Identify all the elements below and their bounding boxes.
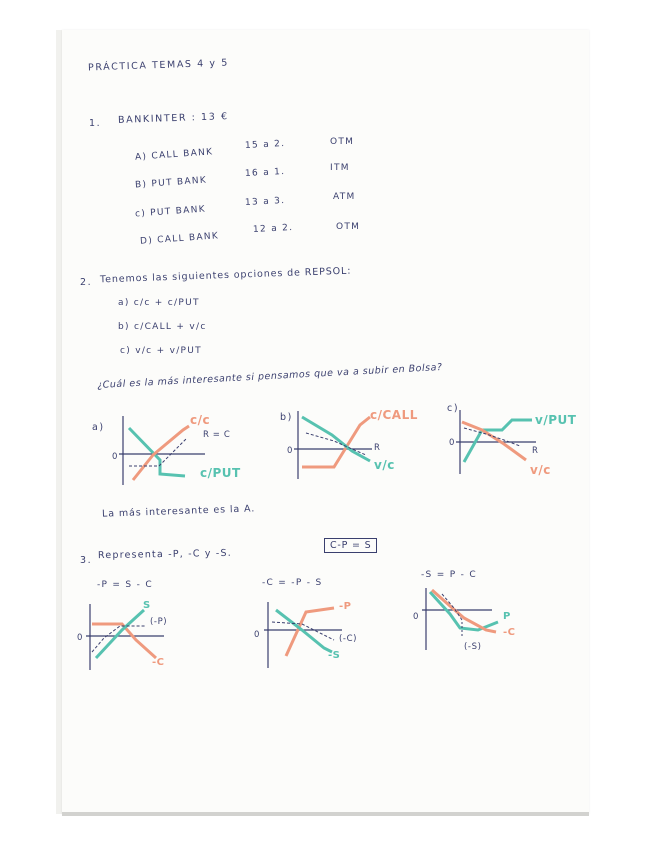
q2-number: 2. bbox=[80, 277, 93, 288]
q1-item-value: 15 a 2. bbox=[244, 138, 286, 152]
graph-label: -S bbox=[328, 650, 341, 661]
graph-label: (-S) bbox=[464, 642, 482, 652]
graph-label: R bbox=[532, 446, 539, 456]
graph-label: R bbox=[374, 443, 381, 453]
q1-item-value: 12 a 2. bbox=[252, 222, 294, 236]
graph-tag: a) bbox=[92, 422, 105, 433]
q3-heading: Representa -P, -C y -S. bbox=[97, 547, 233, 562]
graph-label: c/CALL bbox=[370, 408, 418, 422]
q1-number: 1. bbox=[89, 118, 102, 129]
graph-zero-label: 0 bbox=[449, 438, 456, 448]
paper-bottom-edge bbox=[62, 812, 589, 816]
q3-formula: -S = P - C bbox=[421, 570, 477, 580]
q2-option: b) c/CALL + v/c bbox=[118, 322, 207, 332]
page-title: PRÁCTICA TEMAS 4 y 5 bbox=[87, 57, 230, 74]
graph-zero-label: 0 bbox=[287, 446, 294, 456]
graph-label: -C bbox=[503, 627, 516, 638]
graph-label: v/c bbox=[374, 458, 395, 472]
graph-label: -P bbox=[339, 601, 352, 612]
graph-label: (-P) bbox=[150, 617, 168, 627]
q2-question: ¿Cuál es la más interesante si pensamos que va a subir en Bolsa? bbox=[96, 361, 443, 392]
q1-item-label: D) CALL BANK bbox=[139, 231, 220, 247]
graph-label: -C bbox=[152, 657, 165, 668]
q3-number: 3. bbox=[80, 555, 93, 566]
q3-boxed-formula: C-P = S bbox=[324, 538, 377, 553]
q3-graph-3 bbox=[420, 584, 520, 664]
graph-label: c/PUT bbox=[200, 466, 241, 480]
q1-item-label: A) CALL BANK bbox=[134, 147, 214, 163]
q2-option: c) v/c + v/PUT bbox=[120, 346, 202, 356]
graph-label: v/PUT bbox=[535, 413, 577, 427]
graph-zero-label: 0 bbox=[413, 612, 420, 622]
q1-heading: BANKINTER : 13 € bbox=[117, 111, 229, 126]
q3-formula: -C = -P - S bbox=[262, 578, 323, 588]
graph-tag: c) bbox=[447, 403, 460, 414]
graph-label: (-C) bbox=[339, 634, 358, 644]
graph-label: c/c bbox=[190, 413, 211, 427]
q1-item-value: 13 a 3. bbox=[244, 195, 286, 209]
q2-heading: Tenemos las siguientes opciones de REPSOL: bbox=[99, 265, 352, 286]
graph-tag: b) bbox=[280, 412, 293, 423]
q3-graph-1 bbox=[84, 600, 184, 680]
graph-zero-label: 0 bbox=[254, 630, 261, 640]
q2-answer: La más interesante es la A. bbox=[101, 503, 256, 520]
graph-zero-label: 0 bbox=[77, 633, 84, 643]
q1-item-label: c) PUT BANK bbox=[134, 204, 207, 220]
graph-label: R = C bbox=[203, 430, 231, 440]
q1-item-status: ITM bbox=[330, 163, 350, 173]
graph-label: v/c bbox=[530, 463, 551, 477]
q2-option: a) c/c + c/PUT bbox=[118, 298, 200, 308]
graph-zero-label: 0 bbox=[112, 452, 119, 462]
graph-label: P bbox=[503, 611, 511, 622]
q1-item-label: B) PUT BANK bbox=[134, 175, 208, 191]
q1-item-status: OTM bbox=[330, 137, 355, 147]
graph-label: S bbox=[143, 600, 151, 611]
q1-item-value: 16 a 1. bbox=[244, 166, 286, 180]
q1-item-status: OTM bbox=[336, 222, 361, 232]
q1-item-status: ATM bbox=[333, 192, 356, 202]
q3-formula: -P = S - C bbox=[97, 580, 153, 590]
